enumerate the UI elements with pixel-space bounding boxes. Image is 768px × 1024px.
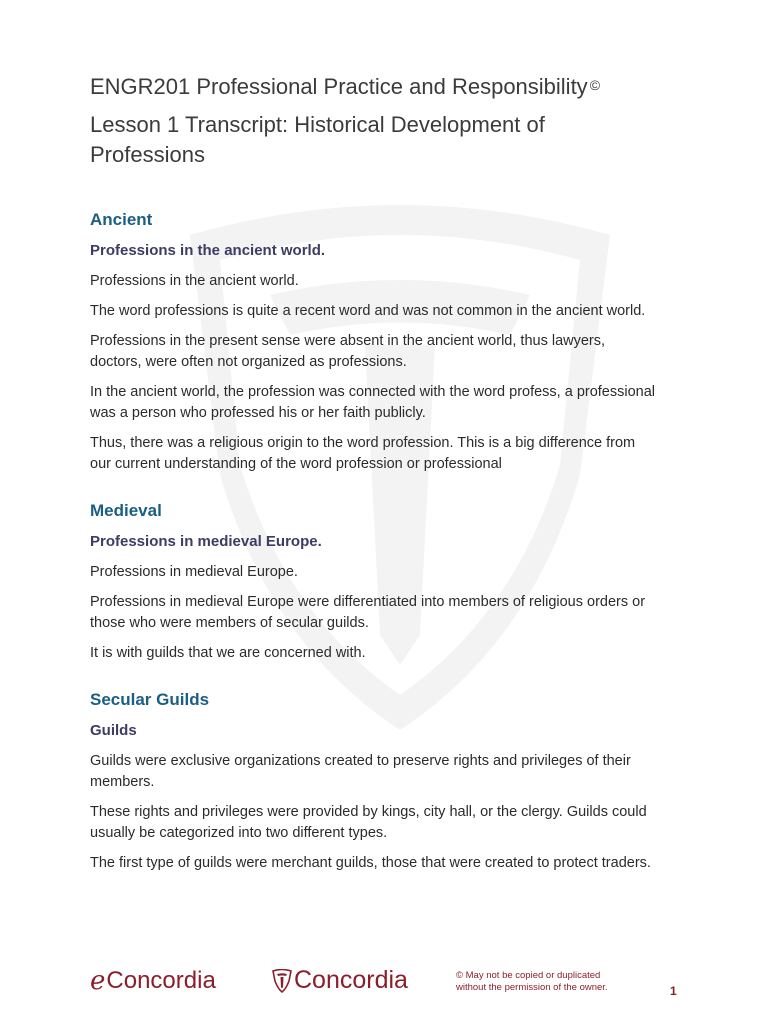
- title-line-1: ENGR201 Professional Practice and Responsibility: [90, 74, 588, 99]
- econcordia-logo: [90, 966, 216, 996]
- paragraph: It is with guilds that we are concerned with.: [90, 645, 366, 661]
- subheading-guilds: Guilds: [90, 722, 137, 739]
- paragraph: Professions in the ancient world.: [90, 273, 299, 289]
- paragraph-line: our current understanding of the word profession or professional: [90, 456, 502, 472]
- section-heading-guilds: Secular Guilds: [90, 690, 210, 709]
- paragraph-line: was a person who professed his or her faith publicly.: [90, 405, 426, 421]
- paragraph-block: [90, 433, 690, 475]
- paragraph-block: [90, 592, 690, 634]
- section-heading-ancient: Ancient: [90, 210, 153, 229]
- concordia-logo-text: Concordia: [294, 966, 408, 994]
- paragraph-line: In the ancient world, the profession was connected with the word profess, a professional: [90, 384, 656, 400]
- paragraph-line: Professions in the present sense were absent in the ancient world, thus lawyers,: [90, 333, 606, 349]
- paragraph-line: members.: [90, 774, 155, 790]
- section-heading-medieval: Medieval: [90, 501, 162, 520]
- page-number: 1: [670, 984, 677, 998]
- page-footer: [90, 964, 690, 1004]
- paragraph: Professions in medieval Europe.: [90, 564, 298, 580]
- subheading-medieval: Professions in medieval Europe.: [90, 533, 322, 550]
- document-title: [90, 70, 690, 102]
- paragraph-block: [90, 802, 690, 844]
- paragraph-line: doctors, were often not organized as professions.: [90, 354, 407, 370]
- document-body: [90, 70, 690, 874]
- title-line-2: Lesson 1 Transcript: Historical Development of: [90, 112, 545, 137]
- paragraph-line: those who were members of secular guilds.: [90, 615, 369, 631]
- copyright-notice: [456, 970, 646, 994]
- econcordia-e-mark: e: [90, 966, 106, 996]
- paragraph-line: Guilds were exclusive organizations created to preserve rights and privileges of their: [90, 753, 631, 769]
- lesson-title: [90, 110, 690, 170]
- paragraph-line: These rights and privileges were provided by kings, city hall, or the clergy. Guilds could: [90, 804, 647, 820]
- title-line-3: Professions: [90, 142, 205, 167]
- notice-line-1: © May not be copied or duplicated: [456, 970, 601, 981]
- subheading-ancient: Professions in the ancient world.: [90, 242, 326, 259]
- paragraph: The word professions is quite a recent word and was not common in the ancient world.: [90, 303, 646, 319]
- paragraph-block: [90, 331, 690, 373]
- econcordia-logo-text: Concordia: [106, 967, 216, 994]
- paragraph: The first type of guilds were merchant guilds, those that were created to protect traders.: [90, 855, 651, 871]
- copyright-symbol: ©: [589, 77, 601, 93]
- paragraph-line: Thus, there was a religious origin to the word profession. This is a big difference from: [90, 435, 636, 451]
- paragraph-block: [90, 382, 690, 424]
- paragraph-line: Professions in medieval Europe were differentiated into members of religious orders or: [90, 594, 646, 610]
- paragraph-line: usually be categorized into two different types.: [90, 825, 388, 841]
- paragraph-block: [90, 751, 690, 793]
- notice-line-2: without the permission of the owner.: [456, 982, 608, 993]
- concordia-shield-icon: [272, 969, 292, 993]
- concordia-logo: [272, 966, 408, 995]
